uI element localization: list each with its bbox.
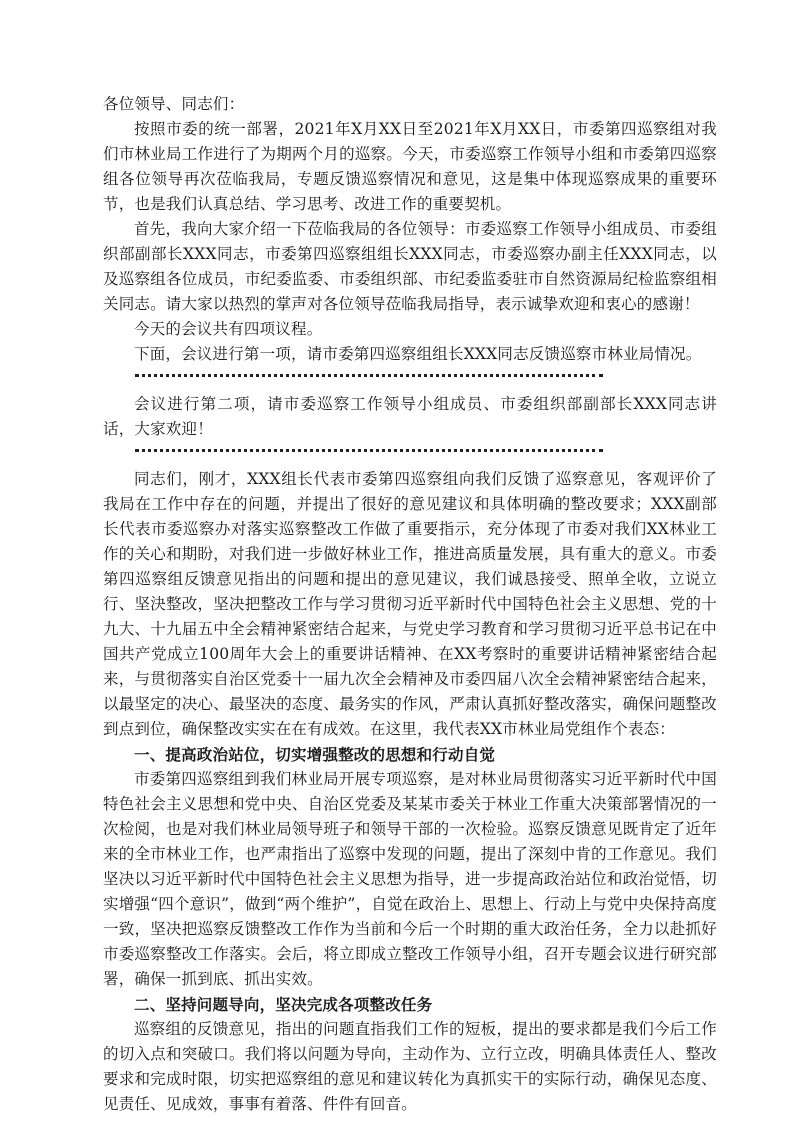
section-heading-1: 一、提高政治站位，切实增强整改的思想和行动自觉 (134, 745, 496, 764)
ellipsis-divider (103, 442, 717, 467)
document-page (103, 92, 717, 1117)
salutation: 各位领导、同志们： (103, 95, 245, 113)
paragraph-2: 首先，我向大家介绍一下莅临我局的各位领导：市委巡察工作领导小组成员、市委组织部副部长XXX同志，市委第四巡察组组长XXX同志，市委巡察办副主任XXX同志，以及巡察组各位成员，市纪委监委、市委组织部、市纪委监委驻市自然资源局纪检监察组相关同志。请大家以热烈的掌声对各位领导莅临我局指导，表示诚挚欢迎和衷心的感谢！ (103, 220, 717, 313)
paragraph-1: 按照市委的统一部署，2021年X月XX日至2021年X月XX日，市委第四巡察组对我们市林业局工作进行了为期两个月的巡察。今天，市委巡察工作领导小组和市委第四巡察组各位领导再次莅临我局，专题反馈巡察情况和意见，这是集中体现巡察成果的重要环节，也是我们认真总结、学习思考、改进工作的重要契机。 (103, 120, 717, 213)
ellipsis-divider (103, 367, 717, 392)
paragraph-5: 会议进行第二项，请市委巡察工作领导小组成员、市委组织部副部长XXX同志讲话，大家欢迎！ (103, 395, 717, 438)
paragraph-7: 市委第四巡察组到我们林业局开展专项巡察，是对林业局贯彻落实习近平新时代中国特色社会主义思想和党中央、自治区党委及某某市委关于林业工作重大决策部署情况的一次检阅，也是对我们林业局领导班子和领导干部的一次检验。巡察反馈意见既肯定了近年来的全市林业工作，也严肃指出了巡察中发现的问题，提出了深刻中肯的工作意见。我们坚决以习近平新时代中国特色社会主义思想为指导，进一步提高政治站位和政治觉悟，切实增强“四个意识”，做到“两个维护”，自觉在政治上、思想上、行动上与党中央保持高度一致，坚决把巡察反馈整改工作作为当前和今后一个时期的重大政治任务，全力以赴抓好市委巡察整改工作落实。会后，将立即成立整改工作领导小组，召开专题会议进行研究部署，确保一抓到底、抓出实效。 (103, 770, 717, 988)
paragraph-4: 下面，会议进行第一项，请市委第四巡察组组长XXX同志反馈巡察市林业局情况。 (134, 345, 702, 363)
paragraph-3: 今天的会议共有四项议程。 (134, 320, 323, 338)
paragraph-8: 巡察组的反馈意见，指出的问题直指我们工作的短板，提出的要求都是我们今后工作的切入点和突破口。我们将以问题为导向，主动作为、立行立改，明确具体责任人、整改要求和完成时限，切实把巡察组的意见和建议转化为真抓实干的实际行动，确保见态度、见责任、见成效，事事有着落、件件有回音。 (103, 1020, 717, 1113)
section-heading-2: 二、坚持问题导向，坚决完成各项整改任务 (134, 995, 433, 1014)
paragraph-6: 同志们，刚才，XXX组长代表市委第四巡察组向我们反馈了巡察意见，客观评价了我局在工作中存在的问题，并提出了很好的意见建议和具体明确的整改要求；XXX副部长代表市委巡察办对落实巡察整改工作做了重要指示，充分体现了市委对我们XX林业工作的关心和期盼，对我们进一步做好林业工作，推进高质量发展，具有重大的意义。市委第四巡察组反馈意见指出的问题和提出的意见建议，我们诚恳接受、照单全收，立说立行、坚決整改，坚决把整改工作与学习贯彻习近平新时代中国特色社会主义思想、党的十九大、十九届五中全会精神紧密结合起来，与党史学习教育和学习贯彻习近平总书记在中国共产党成立100周年大会上的重要讲话精神、在XX考察时的重要讲话精神紧密结合起来，与贯彻落实自治区党委十一届九次全会精神及市委四届八次全会精神紧密结合起来，以最坚定的决心、最坚决的态度、最务实的作风，严肃认真抓好整改落实，确保问题整改到点到位，确保整改实实在在有成效。在这里，我代表XX市林业局党组作个表态： (103, 470, 717, 738)
